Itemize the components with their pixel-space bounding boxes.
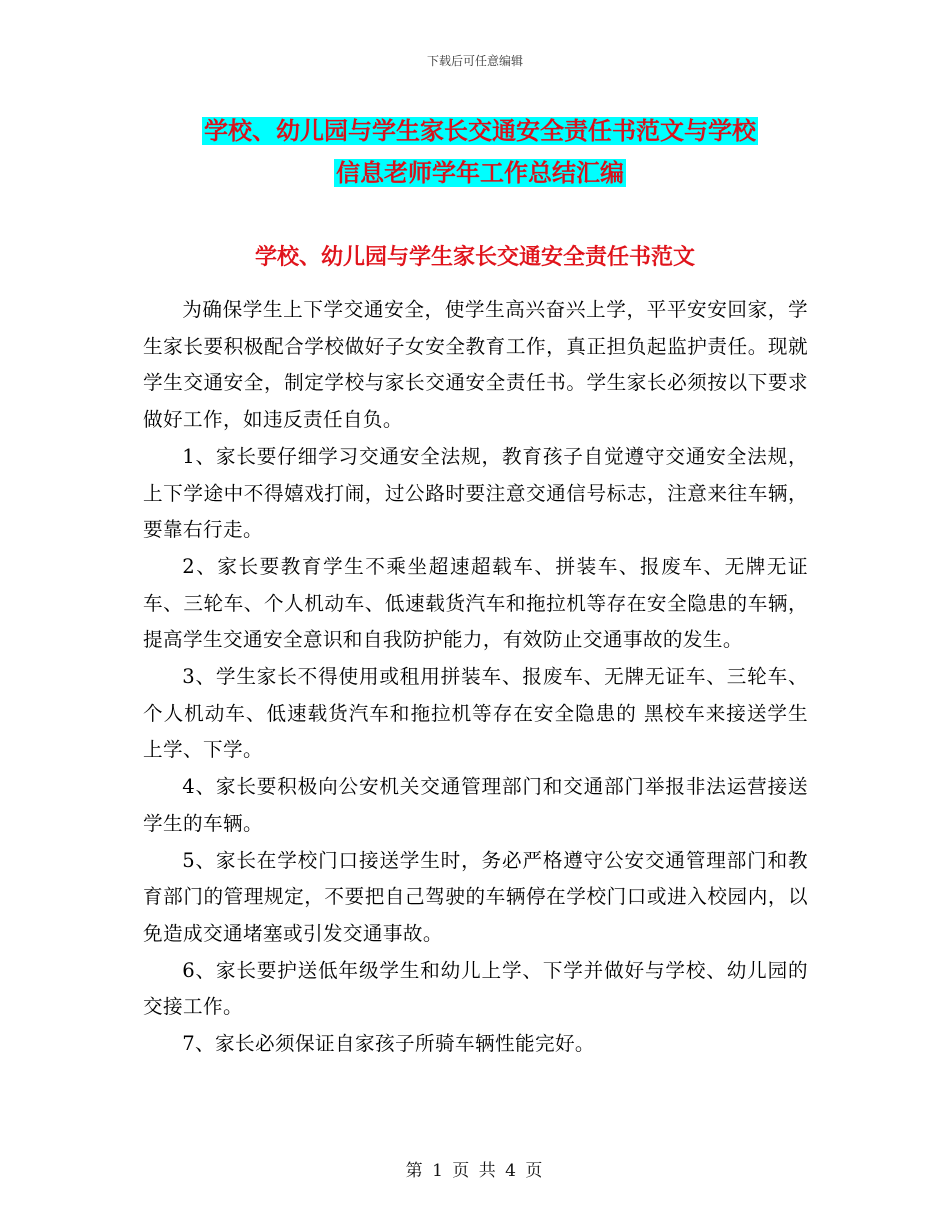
body-text: [143, 292, 808, 1063]
main-title: [140, 110, 820, 194]
paragraph-item-3: 3、学生家长不得使用或租用拼装车、报废车、无牌无证车、三轮车、个人机动车、低速载货汽车和拖拉机等存在安全隐患的 黑校车来接送学生上学、下学。: [143, 665, 808, 762]
paragraph-item-2: 2、家长要教育学生不乘坐超速超载车、拼装车、报废车、无牌无证车、三轮车、个人机动车、低速载货汽车和拖拉机等存在安全隐患的车辆，提高学生交通安全意识和自我防护能力，有效防止交通事故的发生。: [143, 554, 808, 652]
header-note: 下载后可任意编辑: [426, 54, 523, 68]
paragraph-item-4: 4、家长要积极向公安机关交通管理部门和交通部门举报非法运营接送学生的车辆。: [143, 775, 808, 835]
main-title-line-2: 信息老师学年工作总结汇编: [336, 159, 624, 187]
paragraph-intro: 为确保学生上下学交通安全，使学生高兴奋兴上学，平平安安回家，学生家长要积极配合学校做好子女安全教育工作，真正担负起监护责任。现就学生交通安全，制定学校与家长交通安全责任书。学生家长必须按以下要求做好工作，如违反责任自负。: [143, 298, 808, 432]
paragraph-item-1: 1、家长要仔细学习交通安全法规，教育孩子自觉遵守交通安全法规，上下学途中不得嬉戏打闹，过公路时要注意交通信号标志，注意来往车辆，要靠右行走。: [143, 444, 808, 542]
paragraph-item-6: 6、家长要护送低年级学生和幼儿上学、下学并做好与学校、幼儿园的交接工作。: [143, 958, 808, 1019]
main-title-line-1: 学校、幼儿园与学生家长交通安全责任书范文与学校: [204, 117, 756, 145]
paragraph-item-5: 5、家长在学校门口接送学生时，务必严格遵守公安交通管理部门和教育部门的管理规定，不要把自己驾驶的车辆停在学校门口或进入校园内，以免造成交通堵塞或引发交通事故。: [143, 848, 808, 945]
section-title: 学校、幼儿园与学生家长交通安全责任书范文: [254, 245, 695, 270]
page-footer: 第 1 页 共 4 页: [405, 1161, 545, 1181]
paragraph-item-7: 7、家长必须保证自家孩子所骑车辆性能完好。: [182, 1032, 595, 1056]
